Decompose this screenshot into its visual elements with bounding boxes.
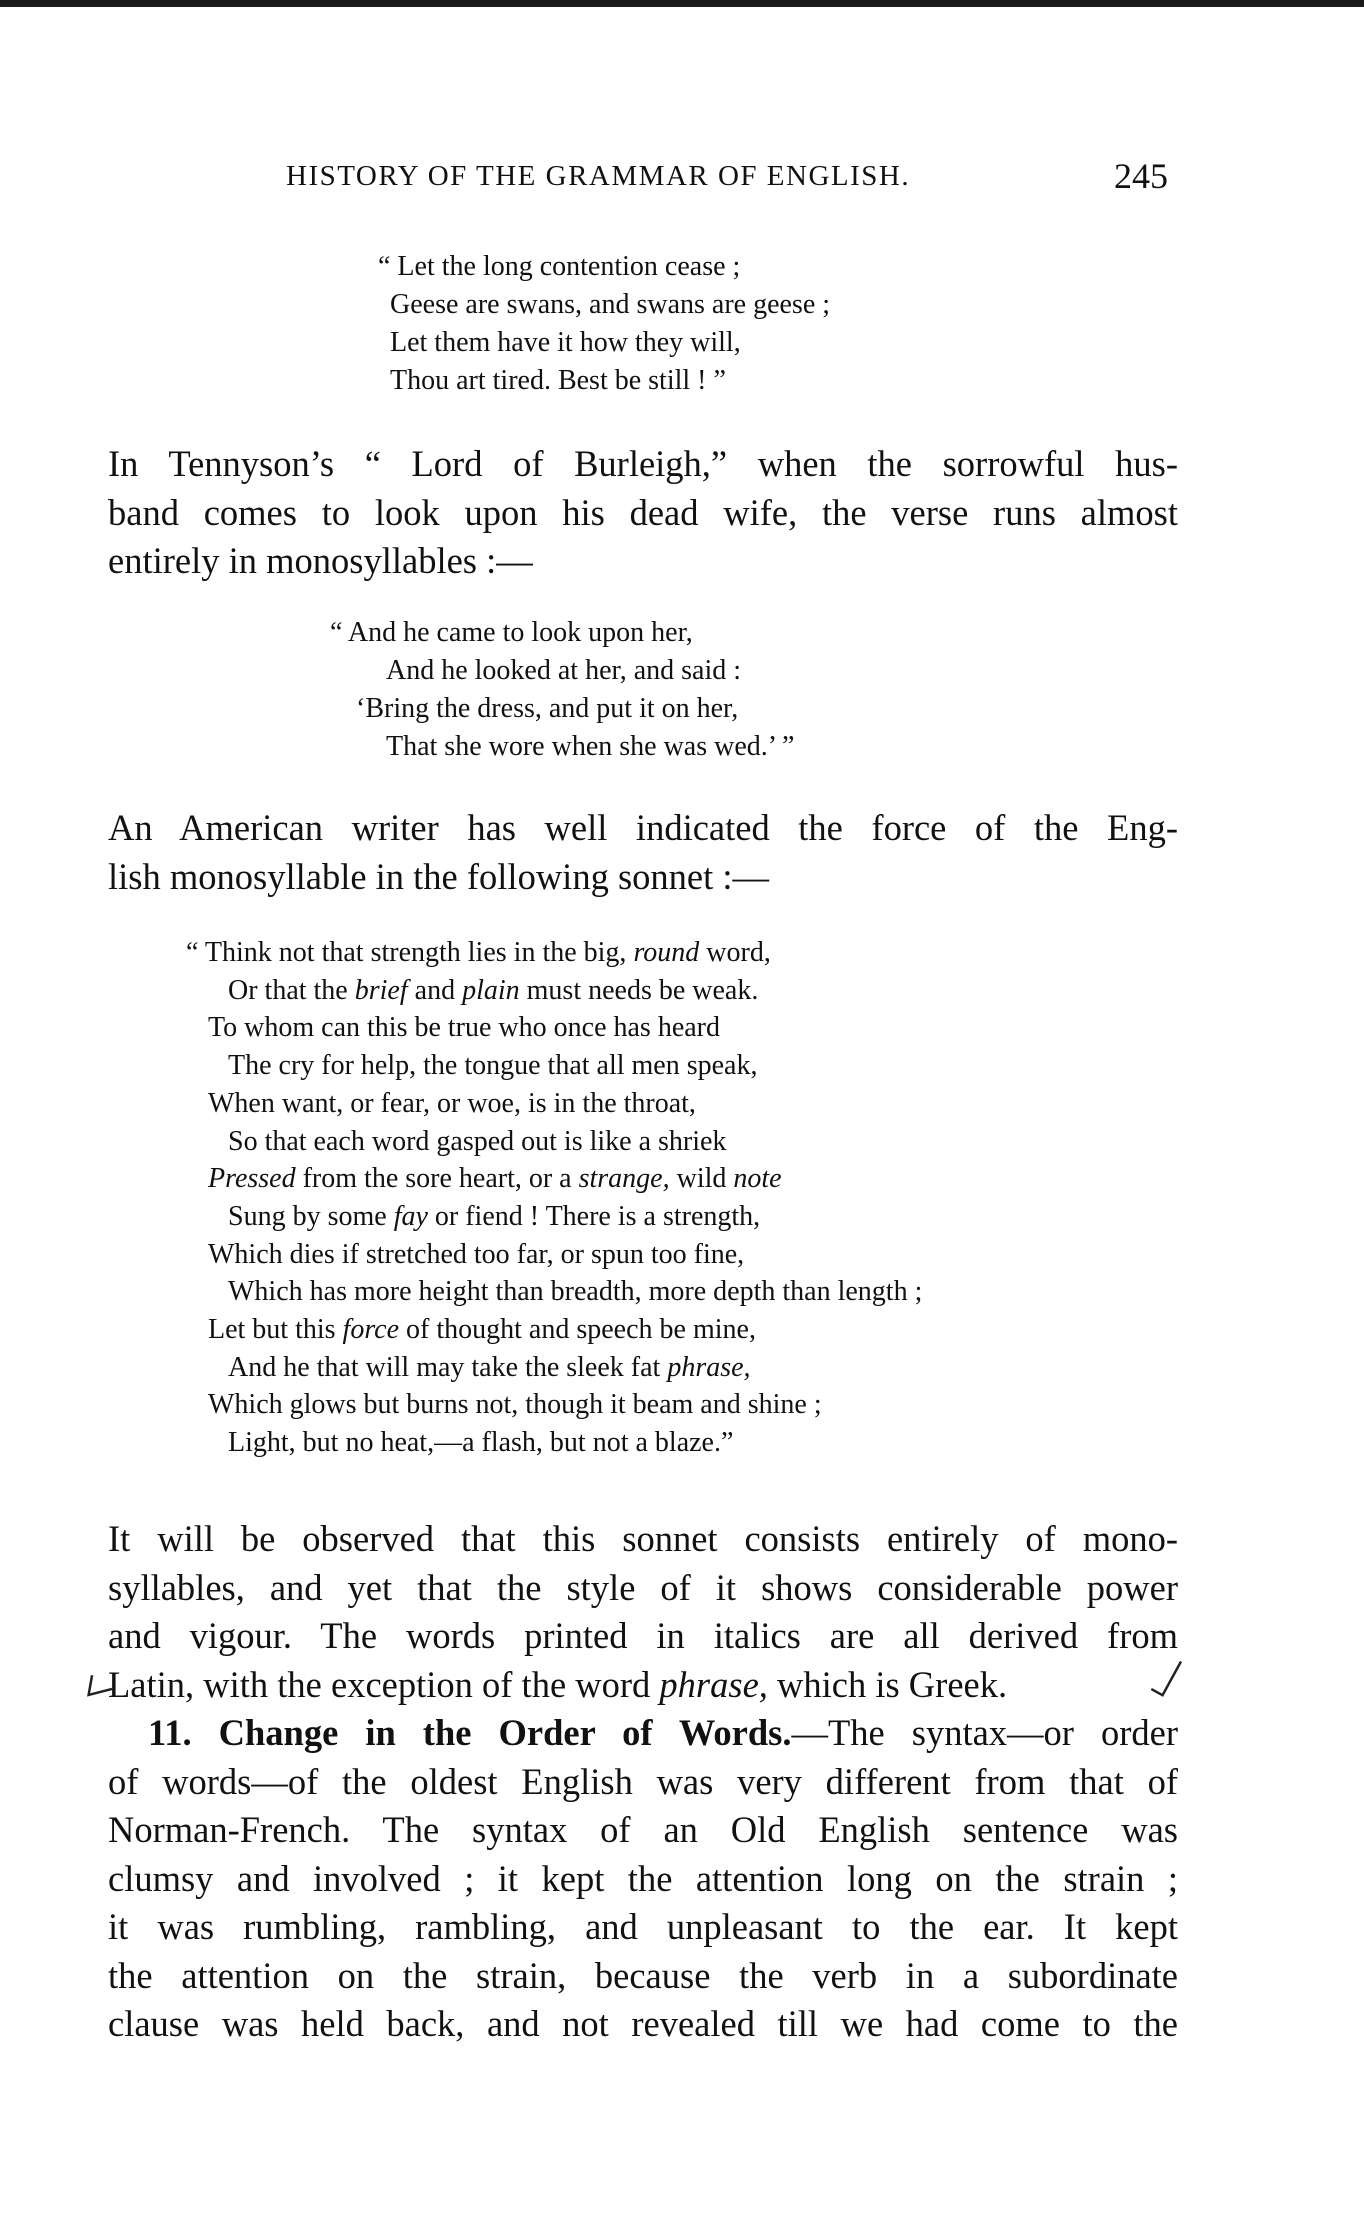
paragraph-line: Latin, with the exception of the word phrase, which is Greek. (108, 1663, 1008, 1705)
verse-line: And he looked at her, and said : (386, 655, 742, 686)
verse-line: ‘Bring the dress, and put it on her, (356, 693, 739, 724)
verse-line: Geese are swans, and swans are geese ; (390, 289, 831, 320)
sonnet-line: Which has more height than breadth, more depth than length ; (228, 1276, 923, 1308)
paragraph-line: the attention on the strain, because the verb in a subordinate (108, 1954, 1178, 1996)
sonnet (186, 934, 922, 1462)
verse-quote-2 (330, 614, 794, 766)
paragraph-line: It will be observed that this sonnet consists entirely of mono- (108, 1518, 1178, 1559)
verse-line: Let them have it how they will, (390, 327, 741, 358)
verse-line: “ And he came to look upon her, (330, 617, 693, 648)
page-number: 245 (1114, 156, 1168, 196)
verse-line: “ Let the long contention cease ; (378, 251, 741, 282)
pencil-check-icon (1145, 1657, 1191, 1703)
paragraph-line: of words—of the oldest English was very different from that of (108, 1760, 1178, 1802)
sonnet-line: Light, but no heat,—a flash, but not a blaze.” (228, 1427, 734, 1459)
sonnet-line: When want, or fear, or woe, is in the throat, (208, 1087, 696, 1119)
paragraph-observation (108, 1515, 1178, 2049)
sonnet-line: Sung by some fay or fiend ! There is a strength, (228, 1200, 761, 1232)
top-edge-rule (0, 0, 1364, 7)
section-heading: 11. Change in the Order of Words. (148, 1712, 792, 1753)
paragraph-line: clause was held back, and not revealed till we had come to the (108, 2003, 1178, 2044)
running-head: HISTORY OF THE GRAMMAR OF ENGLISH. (286, 160, 911, 192)
paragraph-line: lish monosyllable in the following sonnet :— (108, 855, 770, 897)
paragraph-line: band comes to look upon his dead wife, the verse runs almost (108, 491, 1178, 533)
paragraph-line: it was rumbling, rambling, and unpleasant to the ear. It kept (108, 1906, 1178, 1947)
verse-line: That she wore when she was wed.’ ” (386, 731, 795, 762)
pencil-bracket-icon (84, 1671, 119, 1706)
paragraph-line: entirely in monosyllables :— (108, 540, 533, 581)
verse-line: Thou art tired. Best be still ! ” (390, 365, 726, 396)
sonnet-line: The cry for help, the tongue that all men speak, (228, 1050, 758, 1082)
paragraph-tennyson (108, 440, 1178, 586)
paragraph-american-writer (108, 804, 1178, 901)
paragraph-line: Norman-French. The syntax of an Old English sentence was (108, 1809, 1178, 1850)
paragraph-line: An American writer has well indicated the force of the Eng- (108, 807, 1178, 848)
paragraph-line: In Tennyson’s “ Lord of Burleigh,” when the sorrowful hus- (108, 443, 1178, 484)
verse-quote-1 (378, 248, 830, 400)
sonnet-line: “ Think not that strength lies in the big, round word, (186, 937, 771, 968)
sonnet-line: Let but this force of thought and speech be mine, (208, 1314, 756, 1346)
paragraph-line: syllables, and yet that the style of it shows considerable power (108, 1566, 1178, 1608)
section-11-first-line: 11. Change in the Order of Words.—The syntax—or order (148, 1712, 1178, 1753)
sonnet-line: Which glows but burns not, though it beam and shine ; (208, 1389, 822, 1421)
sonnet-line: To whom can this be true who once has heard (208, 1012, 720, 1044)
sonnet-line: So that each word gasped out is like a shriek (228, 1125, 727, 1157)
sonnet-line: Or that the brief and plain must needs be weak. (228, 974, 759, 1006)
sonnet-line: Pressed from the sore heart, or a strange, wild note (208, 1163, 782, 1195)
sonnet-line: And he that will may take the sleek fat phrase, (228, 1351, 751, 1383)
paragraph-line: clumsy and involved ; it kept the attention long on the strain ; (108, 1857, 1178, 1899)
paragraph-line: and vigour. The words printed in italics are all derived from (108, 1615, 1178, 1656)
sonnet-line: Which dies if stretched too far, or spun too fine, (208, 1238, 745, 1270)
